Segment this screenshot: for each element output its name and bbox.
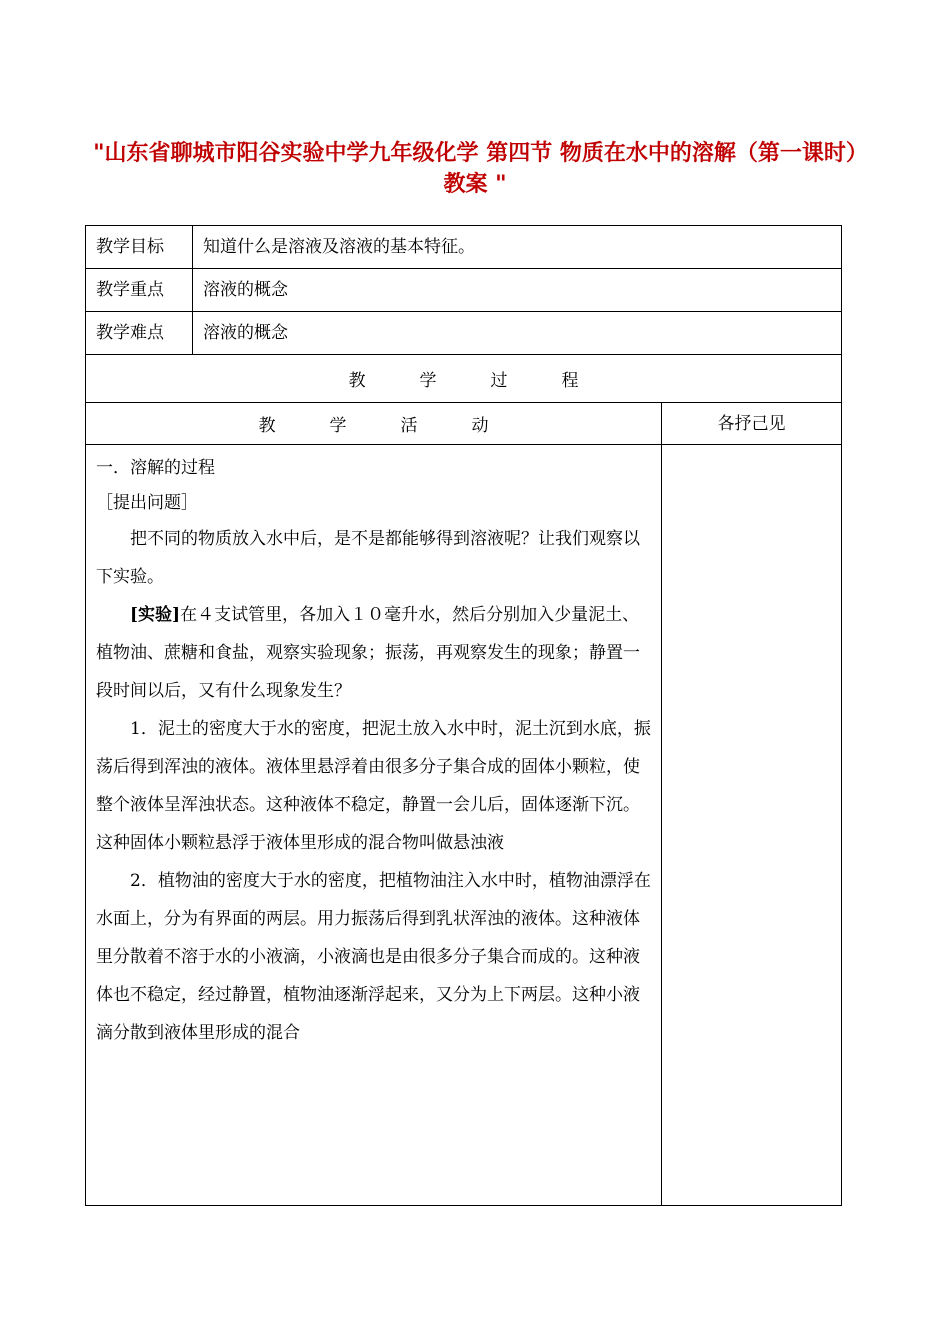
question-paragraph: 把不同的物质放入水中后，是不是都能够得到溶液呢？让我们观察以下实验。 bbox=[96, 529, 640, 587]
process-heading bbox=[86, 355, 842, 403]
info-row-difficulty bbox=[86, 312, 842, 355]
heading-char: 动 bbox=[471, 416, 489, 436]
document-title: "山东省聊城市阳谷实验中学九年级化学 第四节 物质在水中的溶解（第一课时）教案 " bbox=[93, 141, 857, 197]
info-row-objective bbox=[86, 226, 842, 269]
info-label: 教学难点 bbox=[86, 312, 193, 355]
process-heading-row bbox=[86, 355, 842, 403]
question-tag: ［提出问题］ bbox=[96, 492, 198, 513]
heading-char: 学 bbox=[329, 416, 347, 436]
info-label: 教学目标 bbox=[86, 226, 193, 269]
heading-char: 过 bbox=[490, 371, 508, 391]
heading-char: 程 bbox=[561, 371, 579, 391]
notes-content bbox=[662, 445, 842, 1206]
info-value: 知道什么是溶液及溶液的基本特征。 bbox=[193, 226, 842, 269]
lesson-plan-table bbox=[85, 225, 842, 1206]
info-value: 溶液的概念 bbox=[193, 269, 842, 312]
experiment-paragraph bbox=[96, 596, 651, 710]
heading-char: 教 bbox=[258, 416, 276, 436]
info-row-key-point bbox=[86, 269, 842, 312]
activity-heading-row bbox=[86, 403, 842, 445]
heading-char: 学 bbox=[419, 371, 437, 391]
item-paragraph-2: 2．植物油的密度大于水的密度，把植物油注入水中时，植物油漂浮在水面上，分为有界面的两层。用力振荡后得到乳状浑浊的液体。这种液体里分散着不溶于水的小液滴，小液滴也是由很多分子集合而成的。这种液体也不稳定，经过静置，植物油逐渐浮起来，又分为上下两层。这种小液滴分散到液体里形成的混合 bbox=[96, 871, 651, 1043]
info-value: 溶液的概念 bbox=[193, 312, 842, 355]
heading-char: 教 bbox=[348, 371, 366, 391]
info-label: 教学重点 bbox=[86, 269, 193, 312]
activity-heading bbox=[86, 403, 662, 445]
experiment-tag: [实验] bbox=[130, 605, 181, 625]
heading-char: 活 bbox=[400, 416, 418, 436]
content-row bbox=[86, 445, 842, 1206]
section-heading: 一．溶解的过程 bbox=[96, 458, 215, 478]
experiment-text: 在４支试管里，各加入１０毫升水，然后分别加入少量泥土、植物油、蔗糖和食盐，观察实验现象；振荡，再观察发生的现象；静置一段时间以后，又有什么现象发生？ bbox=[96, 605, 640, 701]
activity-content bbox=[86, 445, 662, 1206]
item-paragraph-1: 1．泥土的密度大于水的密度，把泥土放入水中时，泥土沉到水底，振荡后得到浑浊的液体。液体里悬浮着由很多分子集合成的固体小颗粒，使整个液体呈浑浊状态。这种液体不稳定，静置一会儿后，固体逐渐下沉。这种固体小颗粒悬浮于液体里形成的混合物叫做悬浊液 bbox=[96, 719, 651, 853]
notes-heading: 各抒己见 bbox=[662, 403, 842, 445]
